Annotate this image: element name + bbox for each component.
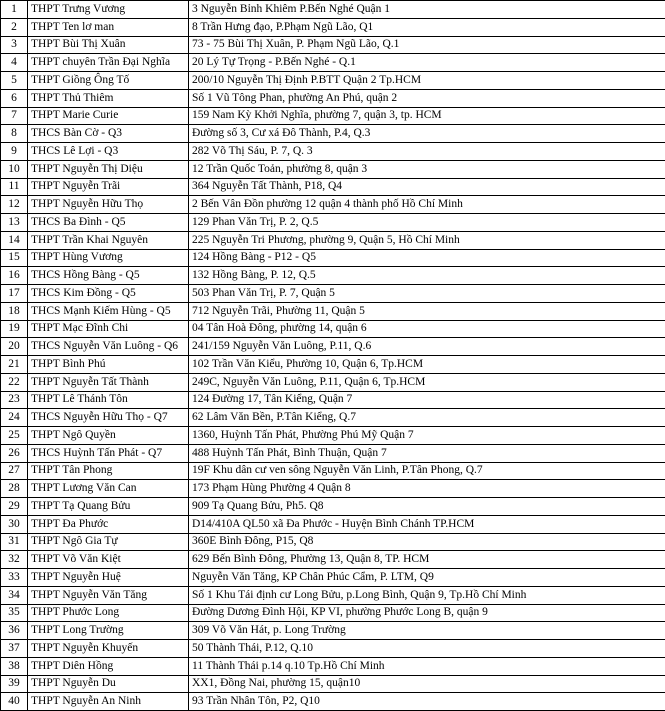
table-row (1, 125, 665, 143)
school-address: 488 Huỳnh Tấn Phát, Bình Thuận, Quận 7 (189, 444, 665, 462)
school-name: THPT Nguyễn Hữu Thọ (28, 196, 189, 214)
school-address: 132 Hồng Bàng, P. 12, Q.5 (189, 267, 665, 285)
row-number: 15 (1, 249, 28, 267)
school-address: Số 1 Khu Tái định cư Long Bửu, p.Long Bình, Quận 9, Tp.Hồ Chí Minh (189, 586, 665, 604)
row-number: 38 (1, 657, 28, 675)
table-row (1, 569, 665, 587)
school-name: THPT Trần Khai Nguyên (28, 231, 189, 249)
table-row (1, 356, 665, 374)
school-address: 124 Hồng Bàng - P12 - Q5 (189, 249, 665, 267)
table-row (1, 657, 665, 675)
school-name: THPT Lê Thánh Tôn (28, 391, 189, 409)
school-name: THPT Ngô Gia Tự (28, 533, 189, 551)
school-address: 73 - 75 Bùi Thị Xuân, P. Phạm Ngũ Lão, Q.1 (189, 36, 665, 54)
row-number: 19 (1, 320, 28, 338)
school-name: THPT Ngô Quyền (28, 427, 189, 445)
table-row (1, 267, 665, 285)
school-address: 8 Trần Hưng đạo, P.Phạm Ngũ Lão, Q1 (189, 18, 665, 36)
school-name: THCS Nguyễn Văn Luông - Q6 (28, 338, 189, 356)
school-name: THPT Ten lơ man (28, 18, 189, 36)
school-address: 909 Tạ Quang Bửu, Ph5. Q8 (189, 498, 665, 516)
table-row (1, 515, 665, 533)
table-row (1, 444, 665, 462)
school-address: 173 Phạm Hùng Phường 4 Quận 8 (189, 480, 665, 498)
school-address: 12 Trần Quốc Toản, phường 8, quận 3 (189, 160, 665, 178)
school-name: THPT Nguyễn Du (28, 675, 189, 693)
school-address: 124 Đường 17, Tân Kiểng, Quận 7 (189, 391, 665, 409)
school-address: 50 Thành Thái, P.12, Q.10 (189, 640, 665, 658)
school-address: D14/410A QL50 xã Đa Phước - Huyện Bình Chánh TP.HCM (189, 515, 665, 533)
row-number: 24 (1, 409, 28, 427)
school-address: 159 Nam Kỳ Khởi Nghĩa, phường 7, quận 3, tp. HCM (189, 107, 665, 125)
school-name: THCS Huỳnh Tấn Phát - Q7 (28, 444, 189, 462)
school-name: THCS Nguyễn Hữu Thọ - Q7 (28, 409, 189, 427)
school-name: THPT Marie Curie (28, 107, 189, 125)
row-number: 8 (1, 125, 28, 143)
school-name: THPT Trưng Vương (28, 1, 189, 19)
row-number: 13 (1, 214, 28, 232)
school-name: THPT Nguyễn Thị Diệu (28, 160, 189, 178)
school-name: THPT Nguyễn Khuyến (28, 640, 189, 658)
row-number: 34 (1, 586, 28, 604)
school-name: THPT chuyên Trần Đại Nghĩa (28, 54, 189, 72)
school-name: THPT Nguyễn Tất Thành (28, 373, 189, 391)
table-row (1, 480, 665, 498)
table-row (1, 586, 665, 604)
school-address: 712 Nguyễn Trãi, Phường 11, Quận 5 (189, 302, 665, 320)
school-address: 19F Khu dân cư ven sông Nguyễn Văn Linh, P.Tân Phong, Q.7 (189, 462, 665, 480)
school-address: 129 Phan Văn Trị, P. 2, Q.5 (189, 214, 665, 232)
table-body (1, 1, 665, 711)
table-row (1, 18, 665, 36)
school-address: 04 Tân Hoà Đông, phường 14, quận 6 (189, 320, 665, 338)
school-name: THCS Kim Đồng - Q5 (28, 285, 189, 303)
school-address: 249C, Nguyễn Văn Luông, P.11, Quận 6, Tp.HCM (189, 373, 665, 391)
row-number: 17 (1, 285, 28, 303)
school-name: THPT Bùi Thị Xuân (28, 36, 189, 54)
school-name: THPT Nguyễn Trãi (28, 178, 189, 196)
table-row (1, 551, 665, 569)
school-address: 102 Trần Văn Kiểu, Phường 10, Quận 6, Tp.HCM (189, 356, 665, 374)
row-number: 37 (1, 640, 28, 658)
school-name: THPT Hùng Vương (28, 249, 189, 267)
school-address: 360E Bình Đông, P15, Q8 (189, 533, 665, 551)
row-number: 25 (1, 427, 28, 445)
row-number: 3 (1, 36, 28, 54)
table-row (1, 72, 665, 90)
school-name: THCS Lê Lợi - Q3 (28, 143, 189, 161)
row-number: 35 (1, 604, 28, 622)
table-row (1, 160, 665, 178)
school-address: 225 Nguyễn Tri Phương, phường 9, Quận 5, Hồ Chí Minh (189, 231, 665, 249)
row-number: 26 (1, 444, 28, 462)
school-address: 241/159 Nguyễn Văn Luông, P.11, Q.6 (189, 338, 665, 356)
school-name: THPT Lương Văn Can (28, 480, 189, 498)
table-row (1, 640, 665, 658)
table-row (1, 604, 665, 622)
row-number: 16 (1, 267, 28, 285)
row-number: 27 (1, 462, 28, 480)
table-row (1, 533, 665, 551)
row-number: 10 (1, 160, 28, 178)
school-address: 364 Nguyễn Tất Thành, P18, Q4 (189, 178, 665, 196)
row-number: 14 (1, 231, 28, 249)
school-address: 2 Bến Vân Đồn phường 12 quận 4 thành phố Hồ Chí Minh (189, 196, 665, 214)
table-row (1, 462, 665, 480)
school-address: Đường Dương Đình Hội, KP VI, phường Phước Long B, quận 9 (189, 604, 665, 622)
row-number: 39 (1, 675, 28, 693)
table-row (1, 338, 665, 356)
row-number: 12 (1, 196, 28, 214)
row-number: 18 (1, 302, 28, 320)
table-row (1, 373, 665, 391)
school-name: THPT Nguyễn Huệ (28, 569, 189, 587)
school-name: THPT Đa Phước (28, 515, 189, 533)
table-row (1, 231, 665, 249)
row-number: 21 (1, 356, 28, 374)
school-name: THPT Nguyễn Văn Tăng (28, 586, 189, 604)
table-row (1, 107, 665, 125)
row-number: 11 (1, 178, 28, 196)
table-row (1, 391, 665, 409)
table-row (1, 1, 665, 19)
table-row (1, 249, 665, 267)
row-number: 2 (1, 18, 28, 36)
school-name: THPT Mạc Đĩnh Chi (28, 320, 189, 338)
table-row (1, 36, 665, 54)
school-address: 309 Võ Văn Hát, p. Long Trường (189, 622, 665, 640)
school-address: 93 Trần Nhân Tôn, P2, Q10 (189, 693, 665, 711)
table-row (1, 427, 665, 445)
row-number: 40 (1, 693, 28, 711)
school-name: THCS Hồng Bàng - Q5 (28, 267, 189, 285)
table-row (1, 143, 665, 161)
table-row (1, 214, 665, 232)
school-address: 1360, Huỳnh Tấn Phát, Phường Phú Mỹ Quận 7 (189, 427, 665, 445)
table-row (1, 320, 665, 338)
school-name: THCS Mạnh Kiếm Hùng - Q5 (28, 302, 189, 320)
school-name: THPT Phước Long (28, 604, 189, 622)
school-address: Đường số 3, Cư xá Đô Thành, P.4, Q.3 (189, 125, 665, 143)
school-address: 282 Võ Thị Sáu, P. 7, Q. 3 (189, 143, 665, 161)
school-address: XX1, Đồng Nai, phường 15, quận10 (189, 675, 665, 693)
row-number: 9 (1, 143, 28, 161)
school-address: 11 Thành Thái p.14 q.10 Tp.Hồ Chí Minh (189, 657, 665, 675)
school-name: THPT Thủ Thiêm (28, 89, 189, 107)
table-row (1, 622, 665, 640)
school-name: THCS Bàn Cờ - Q3 (28, 125, 189, 143)
school-name: THPT Giồng Ông Tố (28, 72, 189, 90)
row-number: 20 (1, 338, 28, 356)
school-address: 20 Lý Tự Trọng - P.Bến Nghé - Q.1 (189, 54, 665, 72)
row-number: 7 (1, 107, 28, 125)
table-row (1, 196, 665, 214)
row-number: 22 (1, 373, 28, 391)
row-number: 28 (1, 480, 28, 498)
school-address: 3 Nguyễn Bỉnh Khiêm P.Bến Nghé Quận 1 (189, 1, 665, 19)
table-row (1, 693, 665, 711)
row-number: 1 (1, 1, 28, 19)
table-row (1, 302, 665, 320)
school-name: THPT Nguyễn An Ninh (28, 693, 189, 711)
school-name: THPT Võ Văn Kiệt (28, 551, 189, 569)
row-number: 32 (1, 551, 28, 569)
row-number: 23 (1, 391, 28, 409)
row-number: 5 (1, 72, 28, 90)
row-number: 36 (1, 622, 28, 640)
row-number: 31 (1, 533, 28, 551)
table-row (1, 54, 665, 72)
table-row (1, 675, 665, 693)
school-name: THCS Ba Đình - Q5 (28, 214, 189, 232)
school-address: 629 Bến Bình Đông, Phường 13, Quận 8, TP. HCM (189, 551, 665, 569)
school-address: Số 1 Vũ Tông Phan, phường An Phú, quận 2 (189, 89, 665, 107)
school-name: THPT Diên Hồng (28, 657, 189, 675)
table-row (1, 498, 665, 516)
table-row (1, 285, 665, 303)
school-address: 200/10 Nguyễn Thị Định P.BTT Quận 2 Tp.HCM (189, 72, 665, 90)
row-number: 33 (1, 569, 28, 587)
school-name: THPT Tân Phong (28, 462, 189, 480)
row-number: 30 (1, 515, 28, 533)
school-name: THPT Long Trường (28, 622, 189, 640)
table-row (1, 409, 665, 427)
school-name: THPT Tạ Quang Bửu (28, 498, 189, 516)
table-row (1, 178, 665, 196)
row-number: 4 (1, 54, 28, 72)
school-address: Nguyễn Văn Tăng, KP Chân Phúc Cẩm, P. LTM, Q9 (189, 569, 665, 587)
school-address: 62 Lâm Văn Bền, P.Tân Kiểng, Q.7 (189, 409, 665, 427)
school-name: THPT Bình Phú (28, 356, 189, 374)
row-number: 6 (1, 89, 28, 107)
school-address: 503 Phan Văn Trị, P. 7, Quận 5 (189, 285, 665, 303)
table-row (1, 89, 665, 107)
row-number: 29 (1, 498, 28, 516)
